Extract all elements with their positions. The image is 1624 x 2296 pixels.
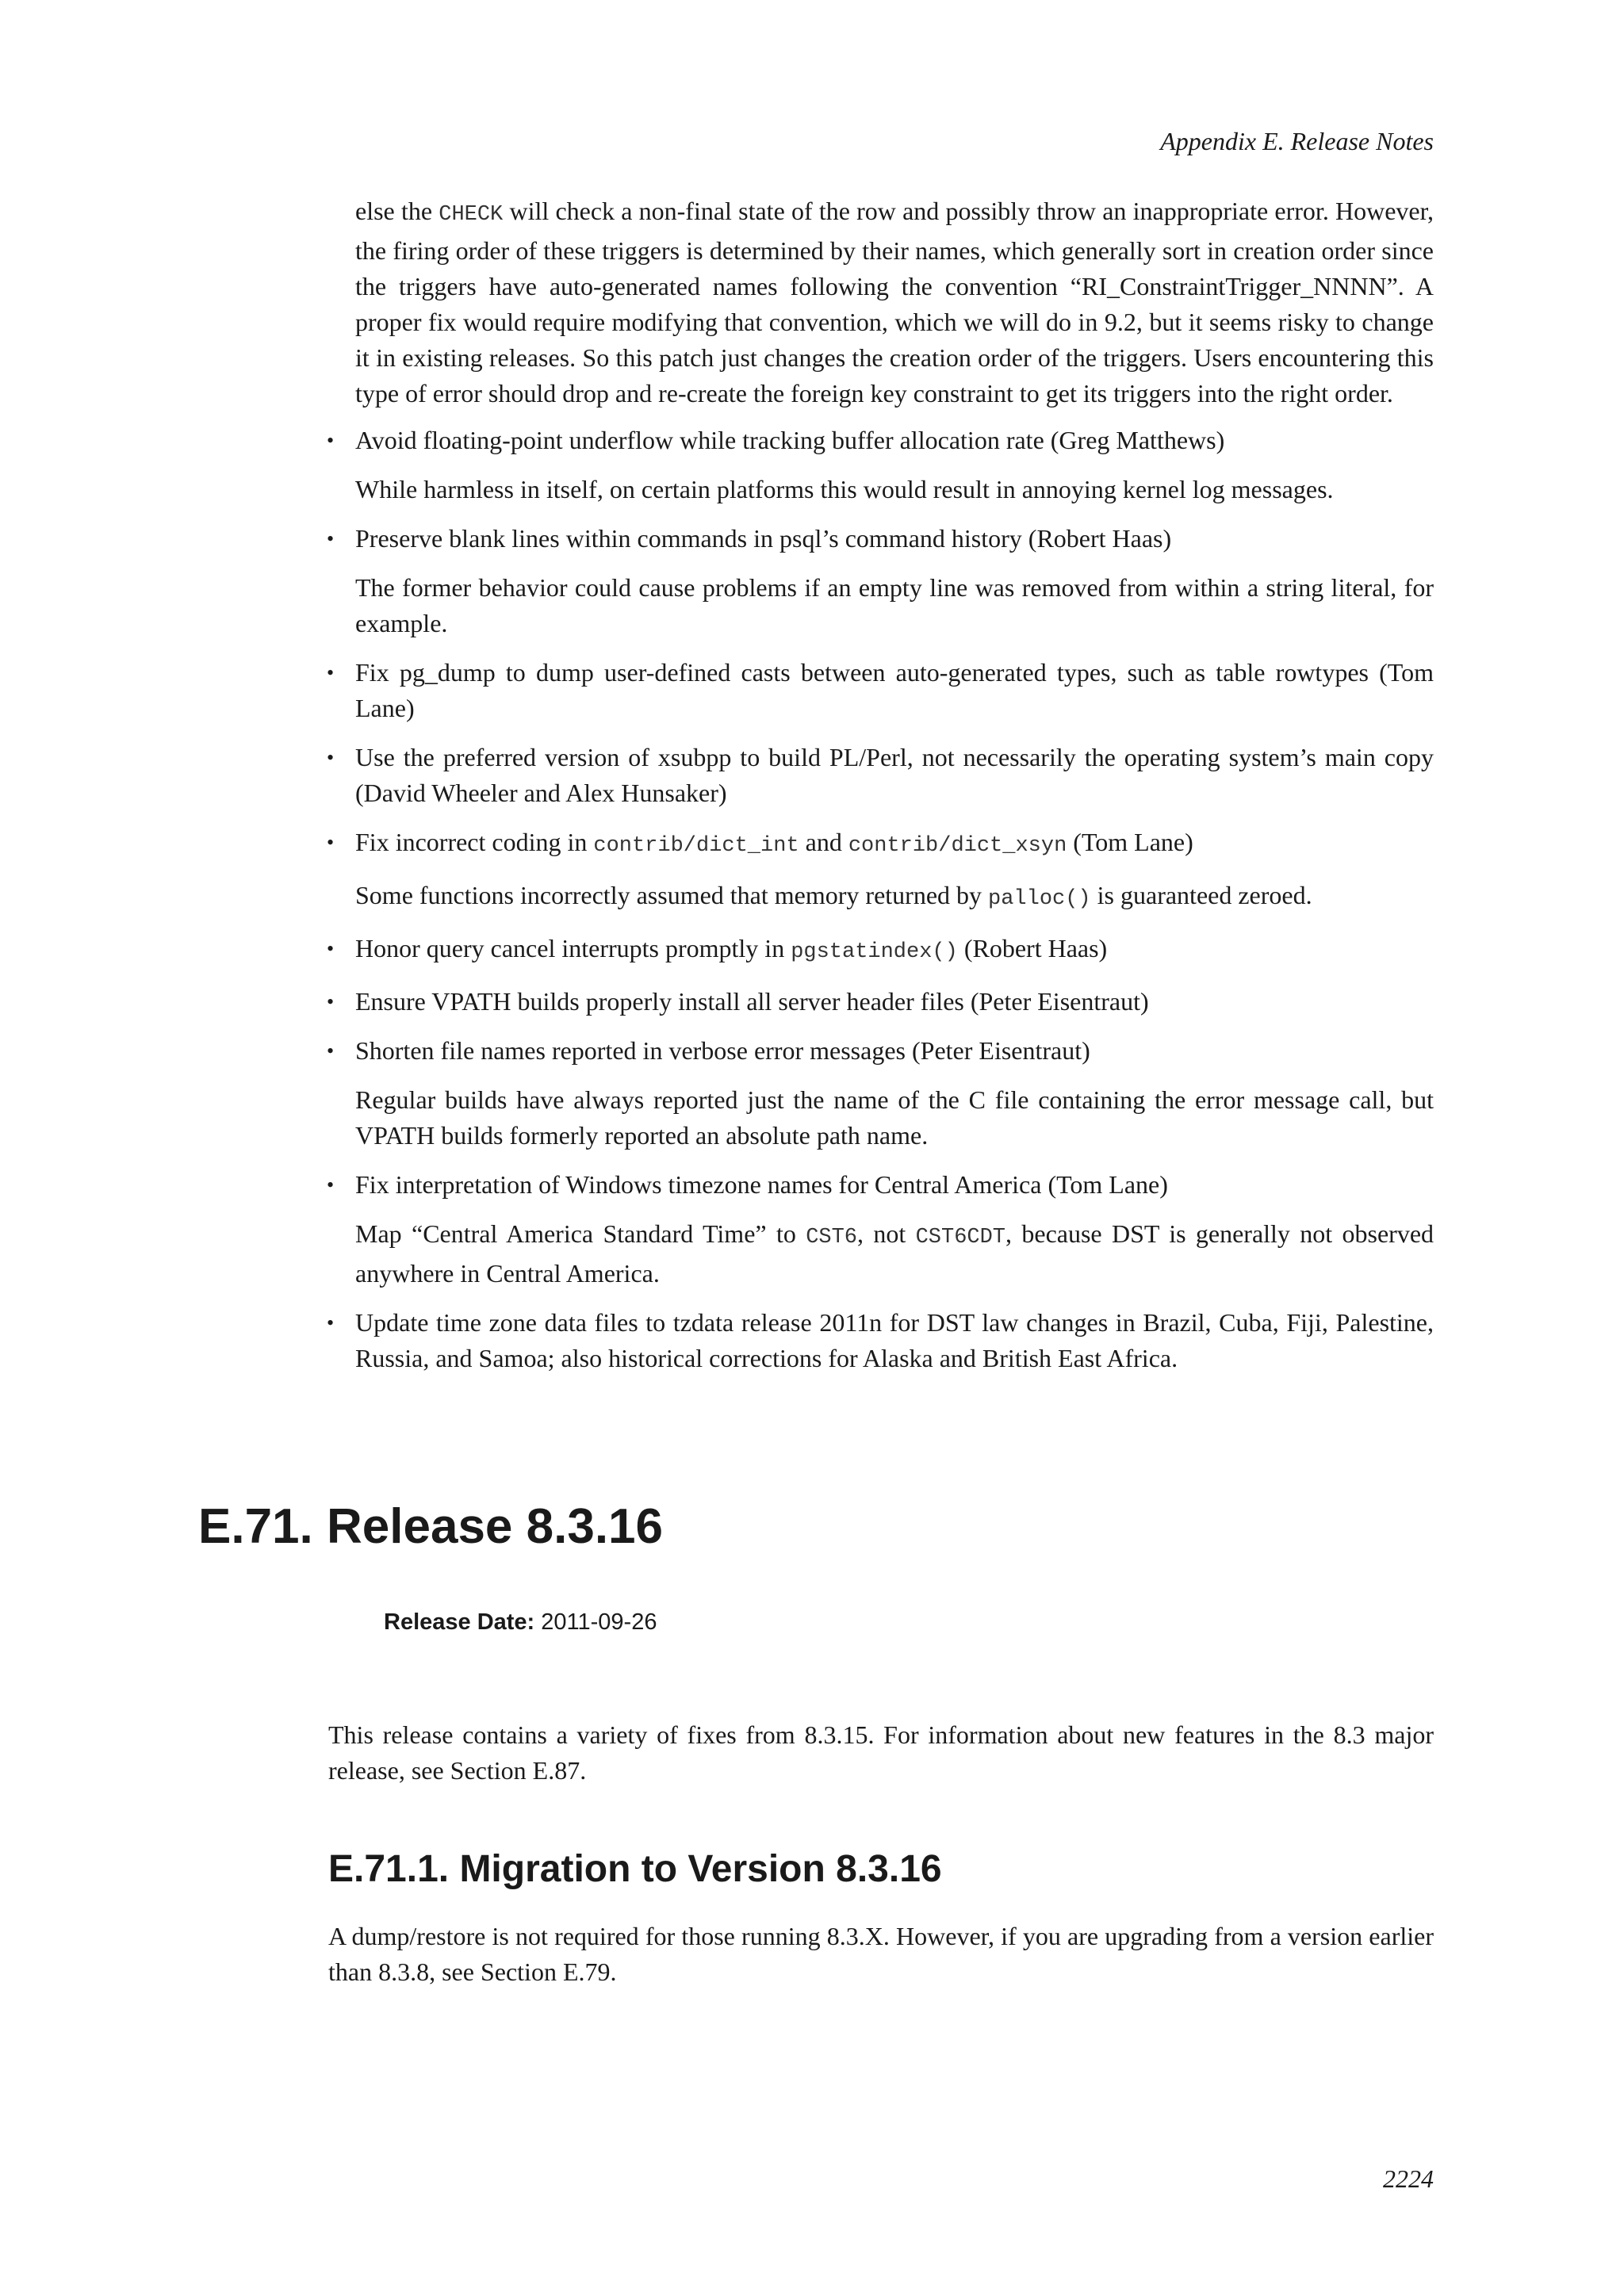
release-date-label: Release Date: [384, 1609, 535, 1635]
release-notes-content [327, 193, 1434, 1390]
bullet-icon: • [327, 746, 335, 769]
release-date-value: 2011-09-26 [541, 1609, 657, 1635]
item-description [355, 1216, 1434, 1292]
item-text-segment: (Robert Haas) [957, 934, 1108, 962]
bullet-icon: • [327, 661, 335, 684]
continuation-paragraph [355, 193, 1434, 411]
item-description-segment: , not [857, 1219, 916, 1248]
list-item [327, 740, 1434, 811]
list-item [327, 1033, 1434, 1154]
bullet-icon: • [327, 527, 335, 550]
page-header: Appendix E. Release Notes [1160, 127, 1434, 155]
code-pgstatindex: pgstatindex() [791, 940, 958, 964]
item-description: Regular builds have always reported just the name of the C file containing the error message call, but VPATH builds formerly reported an absolute path name. [355, 1085, 1434, 1150]
list-item [327, 825, 1434, 917]
item-text: Update time zone data files to tzdata release 2011n for DST law changes in Brazil, Cuba, Fiji, Palestine, Russia, and Samoa; also historical corrections for Alaska and British East Africa. [355, 1308, 1434, 1372]
item-text: Ensure VPATH builds properly install all server header files (Peter Eisentraut) [355, 987, 1149, 1016]
subsection-title: E.71.1. Migration to Version 8.3.16 [328, 1848, 942, 1890]
release-notes-list [327, 423, 1434, 1376]
item-description-segment: Map “Central America Standard Time” to [355, 1219, 806, 1248]
list-item [327, 1167, 1434, 1292]
section-intro: This release contains a variety of fixes from 8.3.15. For information about new features in the 8.3 major release, see Section E.87. [328, 1720, 1434, 1785]
continuation-text: will check a non-final state of the row and possibly throw an inappropriate error. However, the firing order of these triggers is determined by their names, which generally sort in creation order since the triggers have auto-generated names following the convention “RI_ConstraintTrigger_NNNN”. A proper fix would require modifying that convention, which we will do in 9.2, but it seems risky to change it in existing releases. So this patch just changes the creation order of the triggers. Users encountering this type of error should drop and re-create the foreign key constraint to get its triggers into the right order. [355, 197, 1434, 408]
bullet-icon: • [327, 990, 335, 1013]
bullet-icon: • [327, 1039, 335, 1062]
item-description: While harmless in itself, on certain platforms this would result in annoying kernel log messages. [355, 475, 1334, 503]
section-title: E.71. Release 8.3.16 [198, 1499, 664, 1554]
item-description-segment: Some functions incorrectly assumed that memory returned by [355, 881, 989, 909]
bullet-icon: • [327, 937, 335, 960]
list-item [327, 1305, 1434, 1376]
page-number: 2224 [1383, 2164, 1434, 2193]
item-text-segment: and [799, 828, 848, 856]
item-text [355, 931, 1434, 970]
item-text: Use the preferred version of xsubpp to build PL/Perl, not necessarily the operating system’s main copy (David Wheeler and Alex Hunsaker) [355, 743, 1434, 807]
item-text: Avoid floating-point underflow while tracking buffer allocation rate (Greg Matthews) [355, 426, 1225, 454]
item-description: The former behavior could cause problems if an empty line was removed from within a string literal, for example. [355, 573, 1434, 637]
continuation-text: else the [355, 197, 439, 225]
item-text: Fix interpretation of Windows timezone names for Central America (Tom Lane) [355, 1170, 1168, 1199]
code-palloc: palloc() [988, 887, 1091, 911]
migration-paragraph: A dump/restore is not required for those running 8.3.X. However, if you are upgrading from a version earlier than 8.3.8, see Section E.79. [328, 1922, 1434, 1986]
code-check: CHECK [439, 203, 504, 227]
list-item [327, 521, 1434, 641]
code-dict-int: contrib/dict_int [593, 834, 799, 858]
bullet-icon: • [327, 429, 335, 452]
item-description [355, 878, 1434, 917]
code-dict-xsyn: contrib/dict_xsyn [848, 834, 1067, 858]
item-description-segment: , because DST is generally not observed anywhere in Central America. [355, 1219, 1434, 1288]
item-text [355, 825, 1434, 864]
list-item [327, 984, 1434, 1020]
item-text: Shorten file names reported in verbose error messages (Peter Eisentraut) [355, 1036, 1090, 1065]
bullet-icon: • [327, 1173, 335, 1196]
list-item [327, 931, 1434, 970]
release-date [384, 1609, 657, 1636]
item-text-segment: Fix incorrect coding in [355, 828, 594, 856]
code-cst6: CST6 [806, 1226, 857, 1249]
item-text-segment: Honor query cancel interrupts promptly in [355, 934, 791, 962]
bullet-icon: • [327, 1311, 335, 1334]
code-cst6cdt: CST6CDT [915, 1226, 1006, 1249]
item-description-segment: is guaranteed zeroed. [1090, 881, 1312, 909]
item-text: Preserve blank lines within commands in psql’s command history (Robert Haas) [355, 524, 1172, 553]
list-item [327, 423, 1434, 507]
list-item [327, 655, 1434, 726]
bullet-icon: • [327, 831, 335, 854]
item-text: Fix pg_dump to dump user-defined casts between auto-generated types, such as table rowtypes (Tom Lane) [355, 658, 1434, 722]
item-text-segment: (Tom Lane) [1067, 828, 1193, 856]
